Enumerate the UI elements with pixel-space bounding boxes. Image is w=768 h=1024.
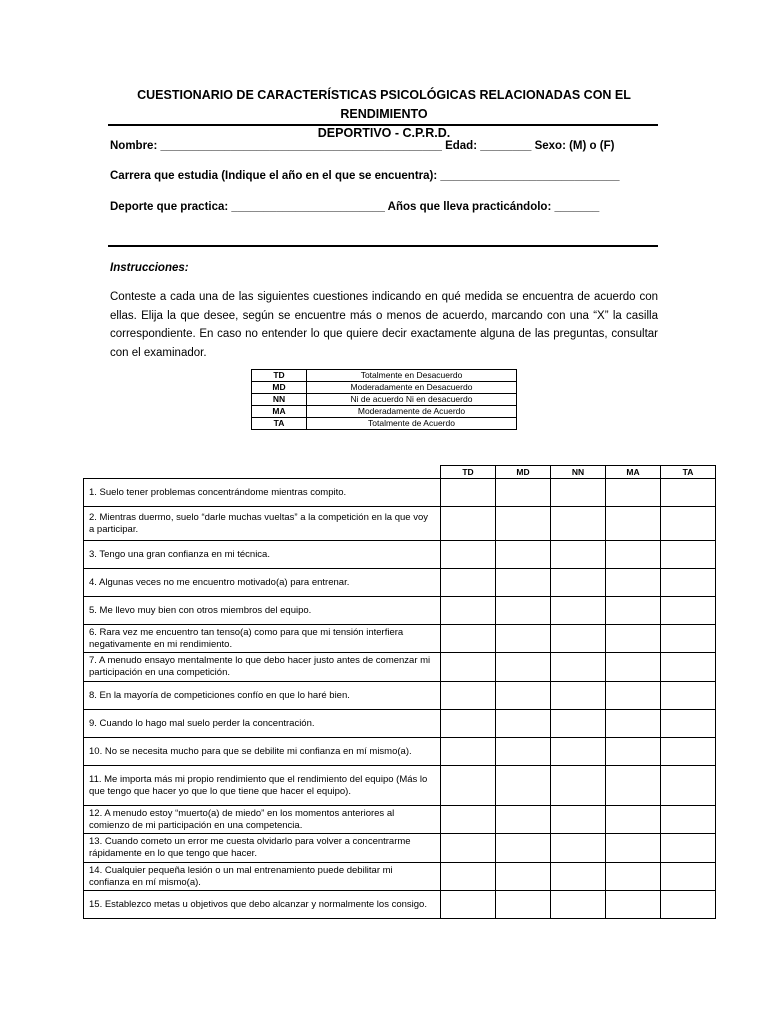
column-header-td: TD [441, 466, 496, 479]
answer-cell-ma[interactable] [606, 507, 661, 541]
question-text: 11. Me importa más mi propio rendimiento que el rendimiento del equipo (Más lo que tengo que hacer yo que lo que tiene que hacer el equipo). [84, 766, 441, 806]
sport-field[interactable]: Deporte que practica: ________________________ Años que lleva practicándolo: _______ [110, 201, 600, 213]
answer-cell-ta[interactable] [661, 569, 716, 597]
answer-cell-nn[interactable] [551, 625, 606, 653]
answer-cell-ma[interactable] [606, 834, 661, 863]
question-text: 4. Algunas veces no me encuentro motivado(a) para entrenar. [84, 569, 441, 597]
answer-cell-td[interactable] [441, 834, 496, 863]
answer-cell-ta[interactable] [661, 710, 716, 738]
name-age-sex-field[interactable]: Nombre: ____________________________________________ Edad: ________ Sexo: (M) o (F) [110, 140, 615, 152]
question-row [84, 710, 716, 738]
answer-cell-md[interactable] [496, 891, 551, 919]
legend-label: Totalmente en Desacuerdo [307, 370, 517, 382]
question-text: 3. Tengo una gran confianza en mi técnica. [84, 541, 441, 569]
answer-cell-ma[interactable] [606, 806, 661, 834]
form-title-line-2: DEPORTIVO - C.P.R.D. [317, 126, 451, 140]
question-row [84, 597, 716, 625]
legend-row [252, 370, 517, 382]
fields-divider [108, 245, 658, 247]
question-row [84, 541, 716, 569]
answer-cell-td[interactable] [441, 625, 496, 653]
answer-cell-td[interactable] [441, 738, 496, 766]
answer-cell-ma[interactable] [606, 569, 661, 597]
answer-cell-ma[interactable] [606, 625, 661, 653]
answer-cell-ta[interactable] [661, 891, 716, 919]
answer-cell-md[interactable] [496, 625, 551, 653]
form-title-line-1: CUESTIONARIO DE CARACTERÍSTICAS PSICOLÓGICAS RELACIONADAS CON EL RENDIMIENTO [137, 88, 631, 121]
answer-cell-nn[interactable] [551, 597, 606, 625]
answer-cell-ta[interactable] [661, 597, 716, 625]
answer-cell-nn[interactable] [551, 806, 606, 834]
answer-cell-td[interactable] [441, 863, 496, 891]
column-header-md: MD [496, 466, 551, 479]
answer-cell-nn[interactable] [551, 682, 606, 710]
legend-row [252, 382, 517, 394]
legend-label: Ni de acuerdo Ni en desacuerdo [307, 394, 517, 406]
answer-cell-ma[interactable] [606, 738, 661, 766]
answer-cell-nn[interactable] [551, 569, 606, 597]
answer-cell-ta[interactable] [661, 834, 716, 863]
answer-cell-ta[interactable] [661, 479, 716, 507]
answer-cell-md[interactable] [496, 569, 551, 597]
question-text: 10. No se necesita mucho para que se debilite mi confianza en mí mismo(a). [84, 738, 441, 766]
header-blank-cell [84, 466, 441, 479]
question-row [84, 766, 716, 806]
answer-cell-ma[interactable] [606, 653, 661, 682]
legend-label: Totalmente de Acuerdo [307, 418, 517, 430]
legend-row [252, 406, 517, 418]
answer-cell-nn[interactable] [551, 834, 606, 863]
question-row [84, 507, 716, 541]
question-row [84, 682, 716, 710]
answer-cell-ta[interactable] [661, 738, 716, 766]
question-text: 6. Rara vez me encuentro tan tenso(a) como para que mi tensión interfiera negativamente en mi rendimiento. [84, 625, 441, 653]
answer-cell-md[interactable] [496, 806, 551, 834]
answer-cell-td[interactable] [441, 479, 496, 507]
instructions-text: Conteste a cada una de las siguientes cuestiones indicando en qué medida se encuentra de acuerdo con ellas. Elija la que desee, según se encuentre más o menos de acuerdo, marcando con una “X” la casilla correspondiente. En caso no entender lo que quiere decir exactamente alguna de las preguntas, consultar con el examinador. [110, 291, 658, 359]
answer-cell-nn[interactable] [551, 507, 606, 541]
answer-cell-ma[interactable] [606, 479, 661, 507]
column-header-ma: MA [606, 466, 661, 479]
answer-cell-nn[interactable] [551, 766, 606, 806]
question-row [84, 806, 716, 834]
instructions-heading: Instrucciones: [110, 262, 189, 274]
question-text: 5. Me llevo muy bien con otros miembros del equipo. [84, 597, 441, 625]
legend-row [252, 394, 517, 406]
question-text: 8. En la mayoría de competiciones confío en que lo haré bien. [84, 682, 441, 710]
answer-cell-td[interactable] [441, 766, 496, 806]
career-field[interactable]: Carrera que estudia (Indique el año en el que se encuentra): ____________________________ [110, 170, 620, 182]
answer-cell-nn[interactable] [551, 891, 606, 919]
answer-cell-nn[interactable] [551, 653, 606, 682]
question-row [84, 863, 716, 891]
answer-cell-ta[interactable] [661, 863, 716, 891]
answer-cell-ma[interactable] [606, 541, 661, 569]
answer-cell-md[interactable] [496, 682, 551, 710]
answer-cell-md[interactable] [496, 597, 551, 625]
form-title [96, 86, 672, 143]
legend-code: TD [252, 370, 307, 382]
answer-cell-ma[interactable] [606, 710, 661, 738]
question-row [84, 738, 716, 766]
question-text: 1. Suelo tener problemas concentrándome mientras compito. [84, 479, 441, 507]
answer-cell-td[interactable] [441, 710, 496, 738]
answer-cell-ma[interactable] [606, 863, 661, 891]
answer-cell-ta[interactable] [661, 625, 716, 653]
question-text: 13. Cuando cometo un error me cuesta olvidarlo para volver a concentrarme rápidamente en lo que tengo que hacer. [84, 834, 441, 863]
answer-cell-td[interactable] [441, 806, 496, 834]
answer-cell-md[interactable] [496, 653, 551, 682]
question-text: 7. A menudo ensayo mentalmente lo que debo hacer justo antes de comenzar mi participación en una competición. [84, 653, 441, 682]
response-legend-table [251, 369, 517, 430]
answer-cell-ta[interactable] [661, 682, 716, 710]
answer-cell-ma[interactable] [606, 597, 661, 625]
answer-cell-nn[interactable] [551, 479, 606, 507]
question-row [84, 625, 716, 653]
legend-code: NN [252, 394, 307, 406]
answer-cell-td[interactable] [441, 541, 496, 569]
question-row [84, 834, 716, 863]
legend-label: Moderadamente de Acuerdo [307, 406, 517, 418]
question-row [84, 653, 716, 682]
answer-cell-td[interactable] [441, 653, 496, 682]
column-header-ta: TA [661, 466, 716, 479]
question-text: 12. A menudo estoy “muerto(a) de miedo” en los momentos anteriores al comienzo de mi participación en una competencia. [84, 806, 441, 834]
answer-cell-ma[interactable] [606, 682, 661, 710]
answer-cell-md[interactable] [496, 766, 551, 806]
answer-cell-md[interactable] [496, 541, 551, 569]
question-text: 14. Cualquier pequeña lesión o un mal entrenamiento puede debilitar mi confianza en mí mismo(a). [84, 863, 441, 891]
answer-cell-nn[interactable] [551, 710, 606, 738]
questionnaire-table [83, 465, 716, 919]
answer-cell-ta[interactable] [661, 766, 716, 806]
answer-cell-md[interactable] [496, 507, 551, 541]
answer-cell-ta[interactable] [661, 653, 716, 682]
answer-cell-nn[interactable] [551, 863, 606, 891]
column-header-nn: NN [551, 466, 606, 479]
question-row [84, 479, 716, 507]
question-text: 9. Cuando lo hago mal suelo perder la concentración. [84, 710, 441, 738]
answer-cell-md[interactable] [496, 863, 551, 891]
legend-code: TA [252, 418, 307, 430]
answer-cell-md[interactable] [496, 738, 551, 766]
answer-cell-nn[interactable] [551, 738, 606, 766]
answer-cell-md[interactable] [496, 834, 551, 863]
question-row [84, 569, 716, 597]
answer-cell-td[interactable] [441, 891, 496, 919]
answer-cell-td[interactable] [441, 507, 496, 541]
question-text: 2. Mientras duermo, suelo “darle muchas vueltas” a la competición en la que voy a participar. [84, 507, 441, 541]
answer-cell-nn[interactable] [551, 541, 606, 569]
answer-cell-md[interactable] [496, 710, 551, 738]
answer-cell-ma[interactable] [606, 891, 661, 919]
answer-cell-md[interactable] [496, 479, 551, 507]
answer-cell-td[interactable] [441, 682, 496, 710]
header-divider [108, 124, 658, 126]
legend-row [252, 418, 517, 430]
answer-cell-ta[interactable] [661, 806, 716, 834]
legend-code: MA [252, 406, 307, 418]
question-text: 15. Establezco metas u objetivos que debo alcanzar y normalmente los consigo. [84, 891, 441, 919]
legend-code: MD [252, 382, 307, 394]
answer-cell-ta[interactable] [661, 507, 716, 541]
legend-label: Moderadamente en Desacuerdo [307, 382, 517, 394]
answer-cell-ma[interactable] [606, 766, 661, 806]
question-row [84, 891, 716, 919]
answer-cell-ta[interactable] [661, 541, 716, 569]
answer-cell-td[interactable] [441, 597, 496, 625]
answer-cell-td[interactable] [441, 569, 496, 597]
